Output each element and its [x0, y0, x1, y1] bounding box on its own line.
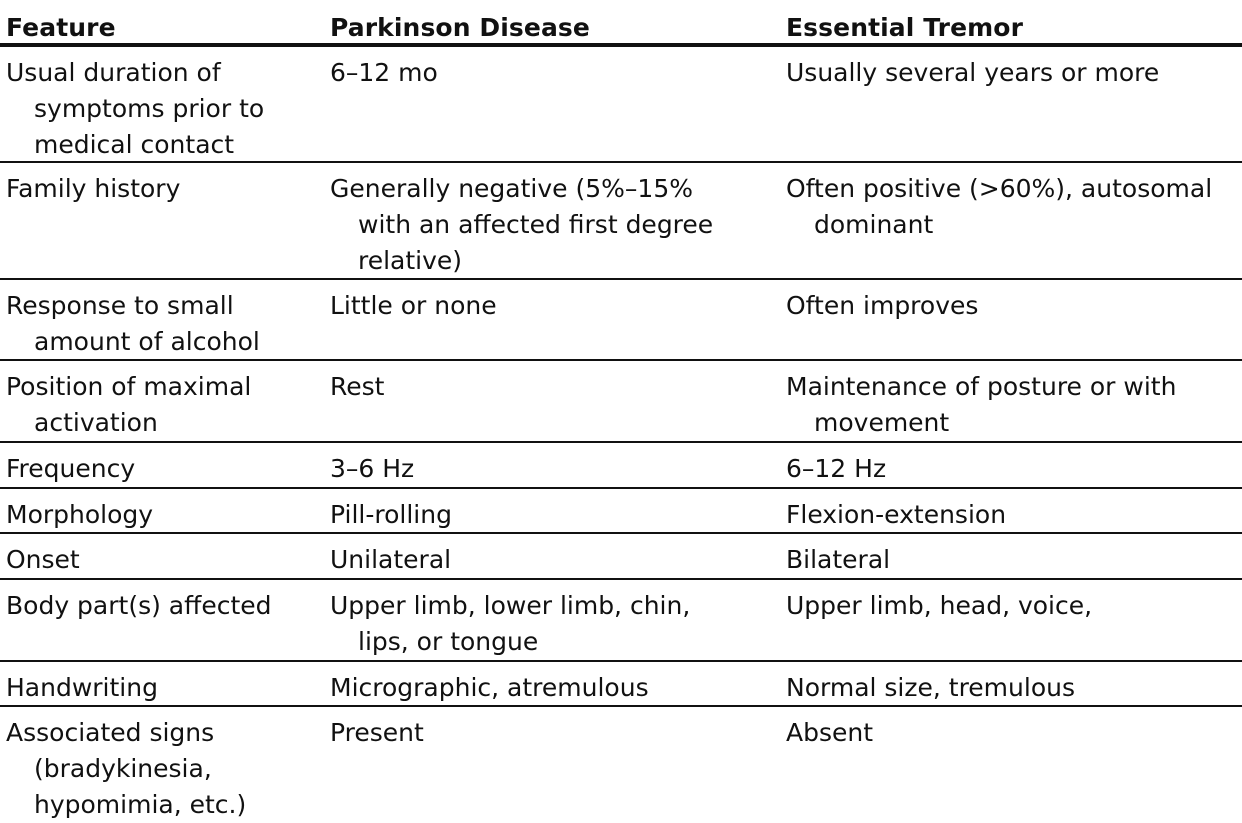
parkinson-cell	[330, 670, 649, 706]
parkinson-line: 3–6 Hz	[330, 454, 415, 483]
parkinson-line: Micrographic, atremulous	[330, 673, 649, 702]
parkinson-cell	[330, 542, 451, 578]
essential-line: Absent	[786, 718, 874, 747]
essential-cell	[786, 171, 1212, 243]
essential-cell	[786, 670, 1075, 706]
essential-line: 6–12 Hz	[786, 454, 887, 483]
parkinson-cell	[330, 369, 384, 405]
feature-line: symptoms prior to	[34, 94, 265, 123]
feature-line: Frequency	[6, 454, 136, 483]
feature-line: amount of alcohol	[34, 327, 260, 356]
essential-line: Flexion-extension	[786, 500, 1007, 529]
parkinson-line: Little or none	[330, 291, 497, 320]
feature-line: Morphology	[6, 500, 154, 529]
feature-line: Usual duration of	[6, 58, 221, 87]
feature-cell	[6, 588, 272, 624]
feature-line: Position of maximal	[6, 372, 252, 401]
parkinson-line: Upper limb, lower limb, chin,	[330, 591, 691, 620]
feature-cell	[6, 288, 260, 360]
feature-line: medical contact	[34, 130, 235, 159]
feature-line: Associated signs	[6, 718, 215, 747]
parkinson-line: lips, or tongue	[358, 627, 539, 656]
table-row	[0, 443, 1242, 489]
essential-cell	[786, 369, 1176, 441]
essential-cell	[786, 497, 1006, 533]
essential-cell	[786, 715, 873, 751]
feature-cell	[6, 497, 153, 533]
feature-line: Family history	[6, 174, 181, 203]
essential-cell	[786, 55, 1159, 91]
essential-line: Upper limb, head, voice,	[786, 591, 1093, 620]
parkinson-line: 6–12 mo	[330, 58, 438, 87]
parkinson-cell	[330, 288, 497, 324]
essential-line: Bilateral	[786, 545, 891, 574]
feature-cell	[6, 715, 246, 823]
feature-line: (bradykinesia,	[34, 754, 212, 783]
essential-line: movement	[814, 408, 950, 437]
parkinson-line: Present	[330, 718, 424, 747]
table-row	[0, 662, 1242, 707]
essential-line: Usually several years or more	[786, 58, 1160, 87]
header-feature: Feature	[6, 13, 116, 42]
table-row	[0, 163, 1242, 280]
feature-cell	[6, 542, 80, 578]
parkinson-cell	[330, 715, 424, 751]
feature-cell	[6, 451, 135, 487]
parkinson-cell	[330, 588, 690, 660]
parkinson-line: Generally negative (5%–15%	[330, 174, 693, 203]
table-row	[0, 489, 1242, 534]
essential-line: Normal size, tremulous	[786, 673, 1075, 702]
parkinson-cell	[330, 55, 438, 91]
table-row	[0, 580, 1242, 662]
table-row	[0, 280, 1242, 361]
feature-line: activation	[34, 408, 158, 437]
parkinson-line: Pill-rolling	[330, 500, 452, 529]
table-row	[0, 534, 1242, 580]
feature-line: Onset	[6, 545, 80, 574]
feature-line: Body part(s) affected	[6, 591, 272, 620]
essential-line: Maintenance of posture or with	[786, 372, 1177, 401]
essential-line: Often positive (>60%), autosomal	[786, 174, 1213, 203]
feature-line: hypomimia, etc.)	[34, 790, 247, 819]
header-parkinson-disease: Parkinson Disease	[330, 13, 590, 42]
parkinson-cell	[330, 451, 414, 487]
essential-cell	[786, 288, 978, 324]
feature-cell	[6, 55, 264, 163]
parkinson-line: Rest	[330, 372, 385, 401]
feature-cell	[6, 369, 251, 441]
feature-cell	[6, 171, 180, 207]
essential-cell	[786, 542, 890, 578]
essential-line: Often improves	[786, 291, 979, 320]
feature-line: Handwriting	[6, 673, 158, 702]
parkinson-cell	[330, 171, 713, 279]
parkinson-line: with an affected first degree	[358, 210, 714, 239]
essential-cell	[786, 588, 1092, 624]
parkinson-line: relative)	[358, 246, 463, 275]
table-row	[0, 47, 1242, 163]
parkinson-line: Unilateral	[330, 545, 452, 574]
table-header-row	[0, 0, 1242, 47]
header-essential-tremor: Essential Tremor	[786, 13, 1024, 42]
table-row	[0, 707, 1242, 822]
essential-line: dominant	[814, 210, 934, 239]
essential-cell	[786, 451, 886, 487]
feature-line: Response to small	[6, 291, 234, 320]
feature-cell	[6, 670, 158, 706]
table-row	[0, 361, 1242, 443]
parkinson-cell	[330, 497, 452, 533]
